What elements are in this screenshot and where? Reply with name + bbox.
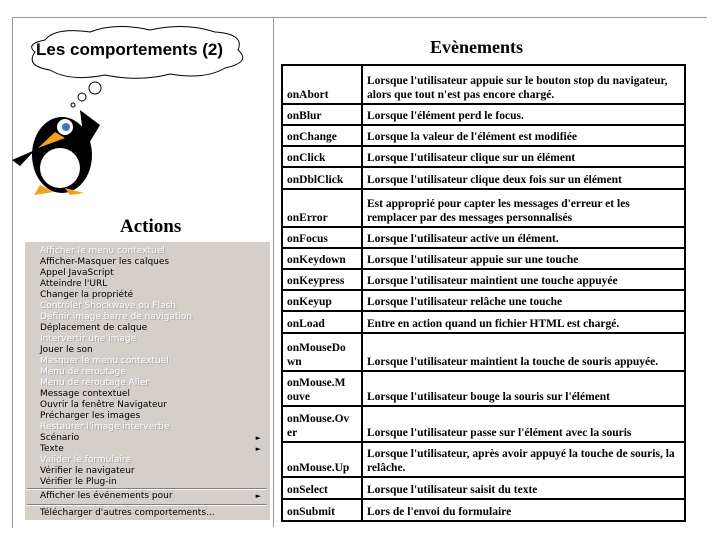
- menu-item[interactable]: [40, 477, 265, 488]
- menu-item-label: Intervertir une image: [40, 334, 137, 344]
- menu-item: [40, 455, 265, 466]
- menu-item-label: Vérifier le navigateur: [40, 466, 135, 476]
- menu-item[interactable]: [40, 257, 265, 268]
- menu-item-label: Masquer le menu contextuel: [40, 356, 169, 366]
- menu-item-label: Message contextuel: [40, 389, 130, 399]
- menu-item-label: Restaurer l'image intervertie: [40, 422, 170, 432]
- table-row: [282, 406, 685, 442]
- menu-item-label: Déplacement de calque: [40, 323, 148, 333]
- table-row: [282, 333, 685, 371]
- menu-item-show-events[interactable]: [40, 491, 265, 502]
- table-row: [282, 290, 685, 311]
- menu-item-label: Contrôler Shockwave ou Flash: [40, 301, 176, 311]
- event-name: onDblClick: [282, 167, 362, 189]
- event-description: Lorsque l'utilisateur clique deux fois sur un élément: [362, 167, 685, 189]
- menu-item-label: Afficher les événements pour: [40, 491, 173, 501]
- menu-item-label: Scénario: [40, 433, 80, 443]
- menu-item-label: Valider le formulaire: [40, 455, 131, 465]
- event-description: Entre en action quand un fichier HTML est chargé.: [362, 311, 685, 333]
- menu-item: [40, 312, 265, 323]
- menu-separator: [27, 504, 267, 506]
- event-description: Lorsque l'utilisateur appuie sur le bouton stop du navigateur, alors que tout n'est pas encore chargé.: [362, 65, 685, 104]
- event-description: Lorsque l'utilisateur passe sur l'élément avec la souris: [362, 406, 685, 442]
- event-description: Lorsque l'utilisateur maintient une touche appuyée: [362, 269, 685, 290]
- menu-item[interactable]: [40, 400, 265, 411]
- menu-item-label: Précharger les images: [40, 411, 141, 421]
- table-row: [282, 146, 685, 167]
- menu-item: [40, 367, 265, 378]
- menu-item[interactable]: [40, 411, 265, 422]
- event-description: Lorsque l'élément perd le focus.: [362, 104, 685, 125]
- event-description: Lorsque l'utilisateur appuie sur une touche: [362, 248, 685, 269]
- menu-separator: [27, 488, 267, 490]
- event-description: Lorsque l'utilisateur, après avoir appuyé la touche de souris, la relâche.: [362, 442, 685, 477]
- menu-item[interactable]: [40, 279, 265, 290]
- event-name: onFocus: [282, 227, 362, 248]
- event-description: Est approprié pour capter les messages d'erreur et les remplacer par des messages personnalisés: [362, 189, 685, 227]
- table-row: [282, 371, 685, 406]
- menu-item-label: Ouvrir la fenêtre Navigateur: [40, 400, 167, 410]
- slide-title: Les comportements (2): [36, 40, 224, 59]
- menu-item[interactable]: [40, 290, 265, 301]
- menu-item-label: Afficher le menu contextuel: [40, 246, 165, 256]
- table-row: [282, 499, 685, 521]
- events-heading: Evènements: [430, 37, 523, 57]
- event-name: onMouse.Up: [282, 442, 362, 477]
- table-row: [282, 227, 685, 248]
- table-row: [282, 125, 685, 146]
- event-name: onSubmit: [282, 499, 362, 521]
- menu-item[interactable]: [40, 268, 265, 279]
- event-name: onLoad: [282, 311, 362, 333]
- event-name: onKeydown: [282, 248, 362, 269]
- event-description: Lorsque l'utilisateur relâche une touche: [362, 290, 685, 311]
- table-row: [282, 167, 685, 189]
- menu-item-label: Définir image barre de navigation: [40, 312, 193, 322]
- menu-item: [40, 422, 265, 433]
- menu-item-label: Texte: [40, 444, 64, 454]
- table-row: [282, 189, 685, 227]
- event-name: onMouseDo wn: [282, 333, 362, 371]
- event-description: Lorsque l'utilisateur active un élément.: [362, 227, 685, 248]
- table-row: [282, 65, 685, 104]
- menu-item-label: Menu de reroutage Aller: [40, 378, 149, 388]
- menu-item-download[interactable]: Télécharger d'autres comportements...: [40, 508, 215, 518]
- menu-item-label: Afficher-Masquer les calques: [40, 257, 170, 267]
- menu-item-label: Changer la propriété: [40, 290, 134, 300]
- menu-item[interactable]: [40, 323, 265, 334]
- event-description: Lors de l'envoi du formulaire: [362, 499, 685, 521]
- menu-item-label: Jouer le son: [40, 345, 93, 355]
- event-name: onChange: [282, 125, 362, 146]
- penguin-mascot-icon: [10, 80, 105, 195]
- event-name: onSelect: [282, 477, 362, 499]
- menu-item: [40, 246, 265, 257]
- menu-item: [40, 356, 265, 367]
- menu-item-label: Menu de reroutage: [40, 367, 126, 377]
- table-row: [282, 311, 685, 333]
- menu-item-label: Appel JavaScript: [40, 268, 114, 278]
- menu-item-label: Atteindre l'URL: [40, 279, 108, 289]
- table-row: [282, 269, 685, 290]
- event-name: onBlur: [282, 104, 362, 125]
- table-row: [282, 442, 685, 477]
- table-row: [282, 477, 685, 499]
- menu-item-label: Vérifier le Plug-in: [40, 477, 117, 487]
- event-name: onMouse.M ouve: [282, 371, 362, 406]
- submenu-arrow-icon: ►: [255, 492, 261, 500]
- menu-item[interactable]: [40, 444, 265, 455]
- submenu-arrow-icon: ►: [255, 445, 261, 453]
- table-row: [282, 248, 685, 269]
- event-description: Lorsque l'utilisateur clique sur un élément: [362, 146, 685, 167]
- menu-item: [40, 378, 265, 389]
- event-name: onAbort: [282, 65, 362, 104]
- event-name: onClick: [282, 146, 362, 167]
- event-description: Lorsque l'utilisateur bouge la souris sur l'élément: [362, 371, 685, 406]
- column-divider: [273, 17, 274, 527]
- event-name: onKeyup: [282, 290, 362, 311]
- menu-item[interactable]: [40, 433, 265, 444]
- menu-item: [40, 301, 265, 312]
- actions-heading: Actions: [120, 216, 182, 237]
- event-description: Lorsque l'utilisateur maintient la touche de souris appuyée.: [362, 333, 685, 371]
- menu-item[interactable]: [40, 466, 265, 477]
- events-table: [281, 64, 686, 522]
- event-name: onError: [282, 189, 362, 227]
- table-row: [282, 104, 685, 125]
- event-description: Lorsque l'utilisateur saisit du texte: [362, 477, 685, 499]
- menu-item[interactable]: [40, 345, 265, 356]
- behaviors-menu: [25, 242, 270, 520]
- submenu-arrow-icon: ►: [255, 434, 261, 442]
- menu-item: [40, 334, 265, 345]
- event-description: Lorsque la valeur de l'élément est modifiée: [362, 125, 685, 146]
- event-name: onKeypress: [282, 269, 362, 290]
- menu-item[interactable]: [40, 389, 265, 400]
- event-name: onMouse.Ov er: [282, 406, 362, 442]
